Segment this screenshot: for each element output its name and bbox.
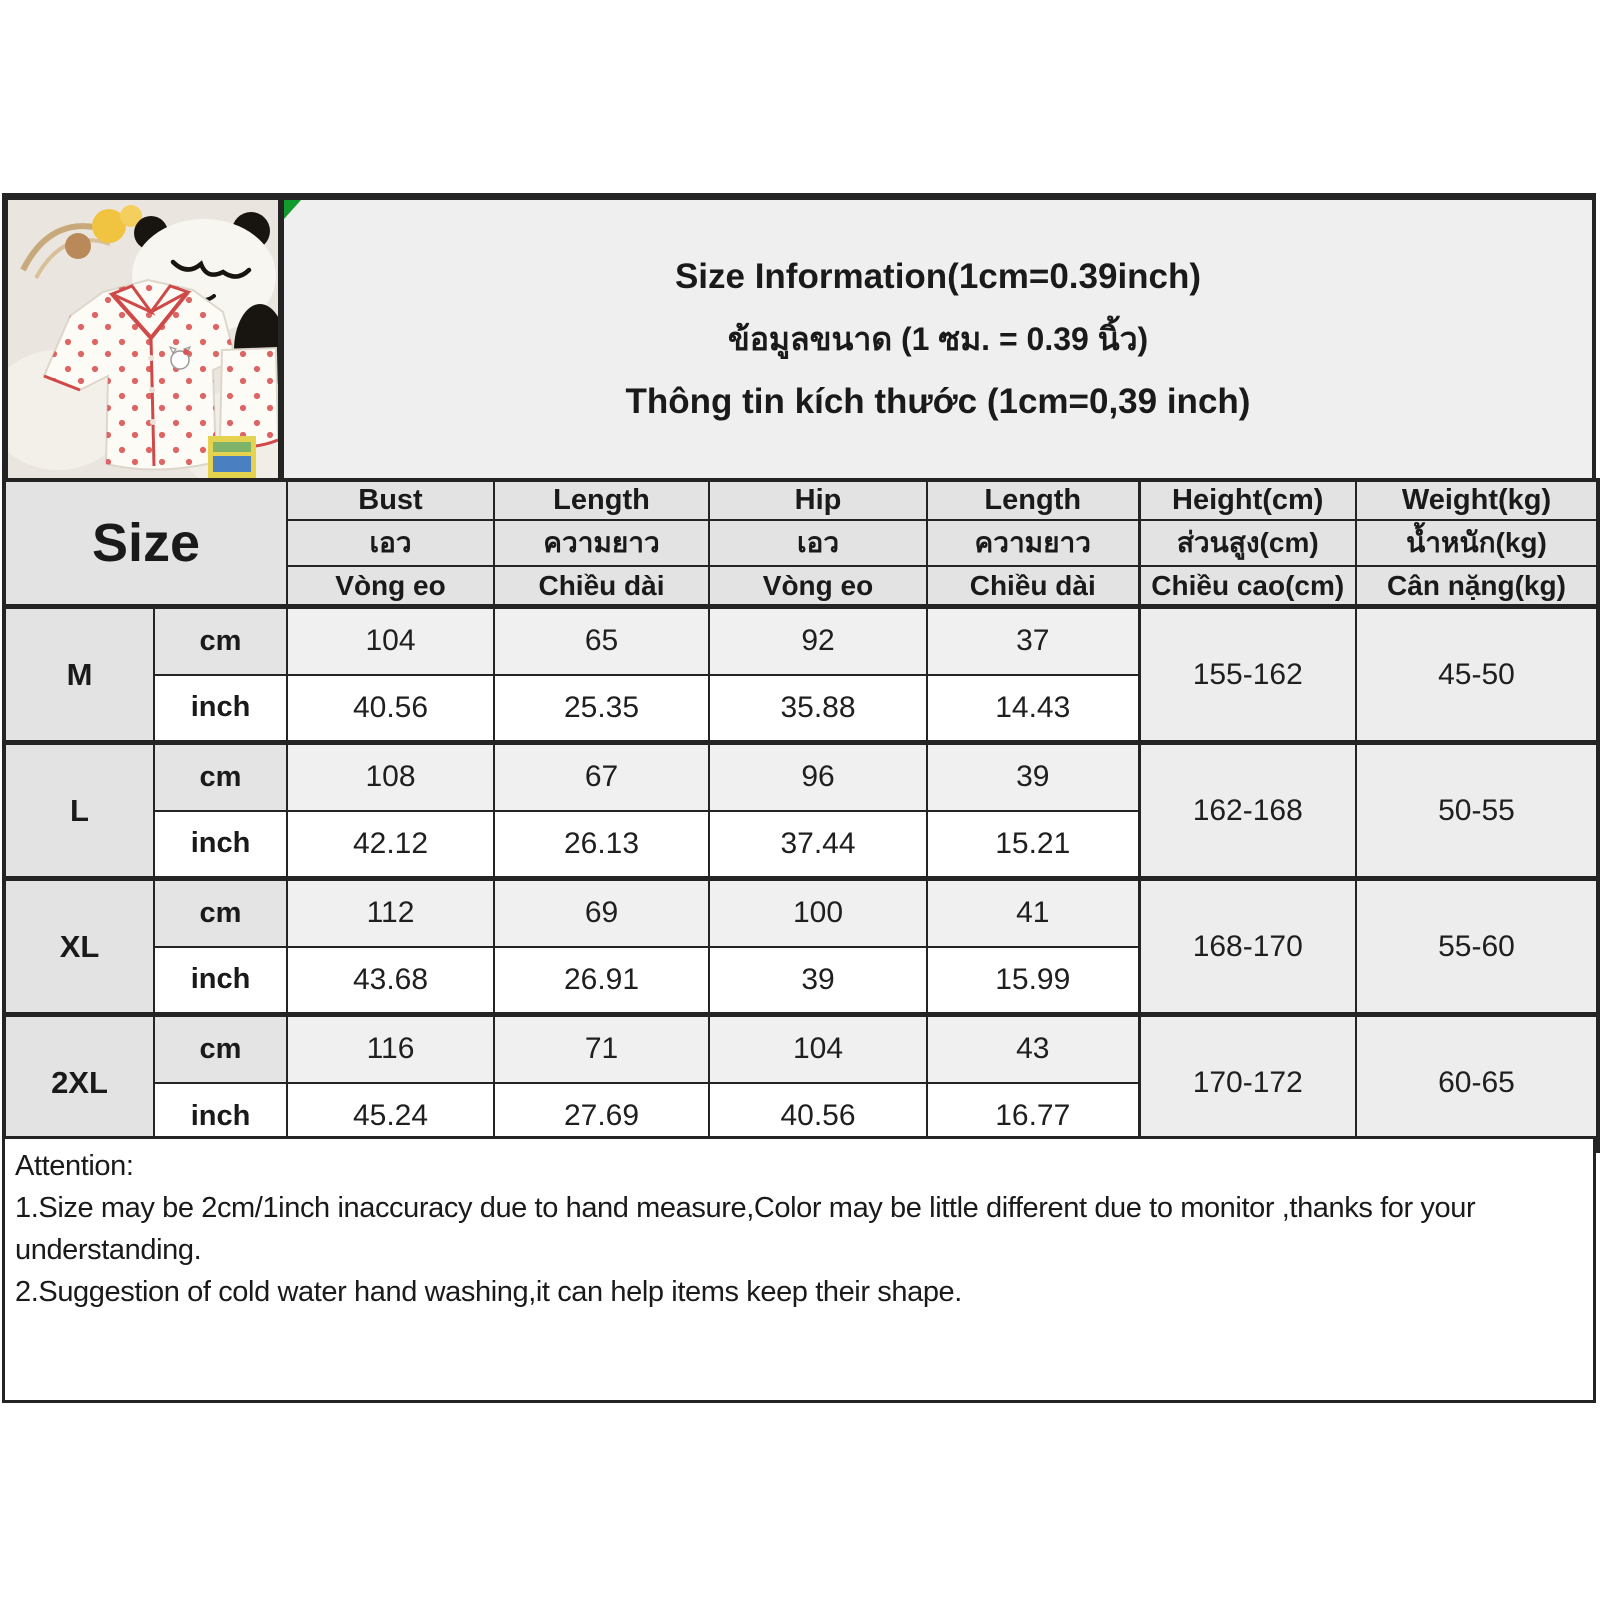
- data-cell: 112: [287, 879, 494, 947]
- weight-range-m: 45-50: [1356, 607, 1598, 743]
- green-corner-marker-icon: [284, 200, 301, 219]
- header-hip-en: Hip: [709, 480, 927, 520]
- weight-range-l: 50-55: [1356, 743, 1598, 879]
- header-bust-vi: Vòng eo: [287, 566, 494, 607]
- unit-inch: inch: [154, 947, 287, 1015]
- size-label-2xl: 2XL: [4, 1015, 154, 1151]
- data-cell: 37.44: [709, 811, 927, 879]
- product-photo: [2, 200, 284, 478]
- unit-cm: cm: [154, 1015, 287, 1083]
- unit-inch: inch: [154, 811, 287, 879]
- height-range-l: 162-168: [1139, 743, 1356, 879]
- title-thai: ข้อมูลขนาด (1 ซม. = 0.39 นิ้ว): [727, 320, 1149, 357]
- table-row-2xl-cm: [4, 1015, 1598, 1083]
- data-cell: 40.56: [709, 1083, 927, 1151]
- data-cell: 42.12: [287, 811, 494, 879]
- unit-inch: inch: [154, 1083, 287, 1151]
- table-row-m-cm: [4, 607, 1598, 675]
- data-cell: 43.68: [287, 947, 494, 1015]
- header-length-bottom-vi: Chiều dài: [927, 566, 1139, 607]
- header-height-vi: Chiều cao(cm): [1139, 566, 1356, 607]
- data-cell: 37: [927, 607, 1139, 675]
- data-cell: 45.24: [287, 1083, 494, 1151]
- header-weight-th: น้ำหนัก(kg): [1356, 520, 1598, 566]
- data-cell: 39: [709, 947, 927, 1015]
- title-english: Size Information(1cm=0.39inch): [674, 256, 1202, 296]
- table-row-l-cm: [4, 743, 1598, 811]
- data-cell: 16.77: [927, 1083, 1139, 1151]
- data-cell: 15.21: [927, 811, 1139, 879]
- data-cell: 116: [287, 1015, 494, 1083]
- unit-cm: cm: [154, 607, 287, 675]
- header-length-top-en: Length: [494, 480, 709, 520]
- data-cell: 108: [287, 743, 494, 811]
- attention-note: [2, 1136, 1596, 1403]
- pajama-photo-illustration: [8, 200, 278, 478]
- top-section: [2, 193, 1596, 478]
- unit-cm: cm: [154, 743, 287, 811]
- data-cell: 71: [494, 1015, 709, 1083]
- height-range-m: 155-162: [1139, 607, 1356, 743]
- data-cell: 26.91: [494, 947, 709, 1015]
- attention-heading: Attention:: [15, 1150, 134, 1182]
- unit-cm: cm: [154, 879, 287, 947]
- size-label-m: M: [4, 607, 154, 743]
- data-cell: 69: [494, 879, 709, 947]
- header-weight-en: Weight(kg): [1356, 480, 1598, 520]
- data-cell: 65: [494, 607, 709, 675]
- data-cell: 92: [709, 607, 927, 675]
- height-range-xl: 168-170: [1139, 879, 1356, 1015]
- data-cell: 25.35: [494, 675, 709, 743]
- header-bust-en: Bust: [287, 480, 494, 520]
- pajama-shorts: [220, 348, 278, 447]
- weight-range-xl: 55-60: [1356, 879, 1598, 1015]
- data-cell: 100: [709, 879, 927, 947]
- attention-line-2: 2.Suggestion of cold water hand washing,it can help items keep their shape.: [15, 1276, 962, 1308]
- data-cell: 15.99: [927, 947, 1139, 1015]
- kitty-embroidery: [170, 347, 190, 369]
- title-vietnamese: Thông tin kích thước (1cm=0,39 inch): [625, 381, 1251, 421]
- data-cell: 41: [927, 879, 1139, 947]
- header-bust-th: เอว: [287, 520, 494, 566]
- table-row-xl-cm: [4, 879, 1598, 947]
- teddy-bear: [65, 233, 91, 259]
- size-header-cell: Size: [4, 480, 287, 607]
- header-height-en: Height(cm): [1139, 480, 1356, 520]
- data-cell: 40.56: [287, 675, 494, 743]
- weight-range-2xl: 60-65: [1356, 1015, 1598, 1151]
- data-cell: 14.43: [927, 675, 1139, 743]
- size-table-header: [4, 480, 1598, 607]
- header-weight-vi: Cân nặng(kg): [1356, 566, 1598, 607]
- data-cell: 26.13: [494, 811, 709, 879]
- attention-line-1: 1.Size may be 2cm/1inch inaccuracy due to hand measure,Color may be little different due to monitor ,thanks for your understanding.: [15, 1192, 1476, 1266]
- data-cell: 27.69: [494, 1083, 709, 1151]
- height-range-2xl: 170-172: [1139, 1015, 1356, 1151]
- care-tag: [208, 436, 256, 478]
- header-length-top-th: ความยาว: [494, 520, 709, 566]
- data-cell: 104: [709, 1015, 927, 1083]
- header-hip-th: เอว: [709, 520, 927, 566]
- data-cell: 67: [494, 743, 709, 811]
- header-length-top-vi: Chiều dài: [494, 566, 709, 607]
- title-panel: [284, 200, 1596, 478]
- size-label-xl: XL: [4, 879, 154, 1015]
- size-table: [2, 478, 1600, 1153]
- data-cell: 96: [709, 743, 927, 811]
- header-length-bottom-th: ความยาว: [927, 520, 1139, 566]
- data-cell: 104: [287, 607, 494, 675]
- header-hip-vi: Vòng eo: [709, 566, 927, 607]
- data-cell: 43: [927, 1015, 1139, 1083]
- size-label-l: L: [4, 743, 154, 879]
- unit-inch: inch: [154, 675, 287, 743]
- header-height-th: ส่วนสูง(cm): [1139, 520, 1356, 566]
- data-cell: 35.88: [709, 675, 927, 743]
- header-length-bottom-en: Length: [927, 480, 1139, 520]
- data-cell: 39: [927, 743, 1139, 811]
